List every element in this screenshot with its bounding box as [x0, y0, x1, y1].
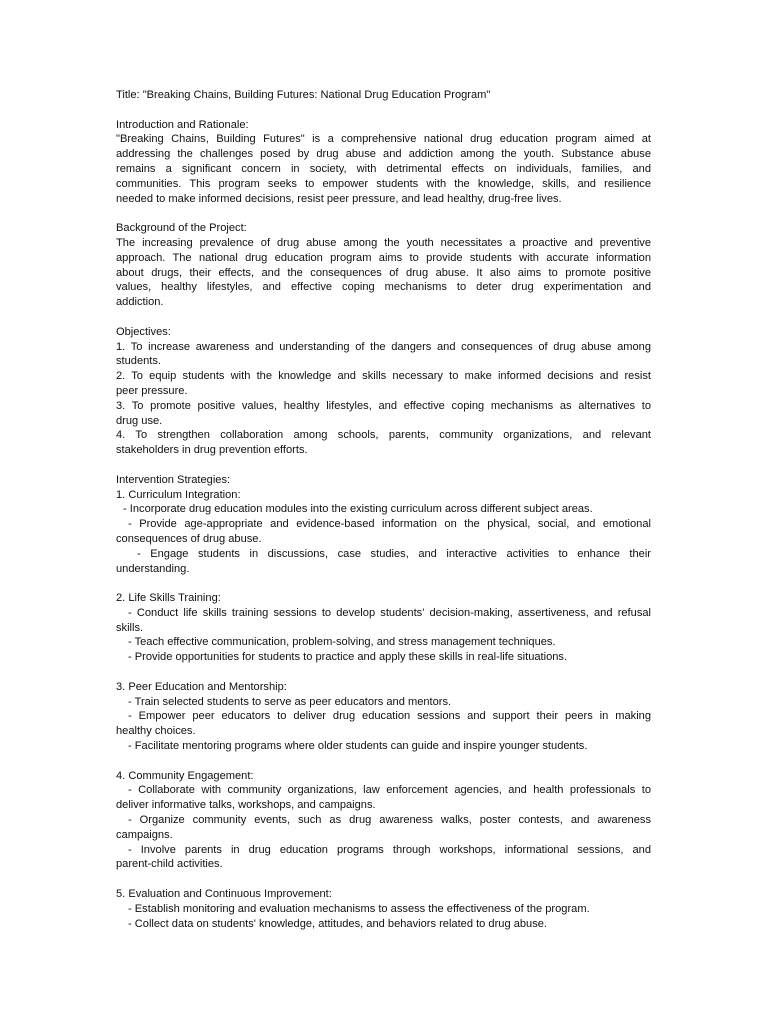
strategy-line: - Facilitate mentoring programs where older students can guide and inspire younger students.: [128, 740, 588, 753]
strategy-line: - Organize community events, such as drug awareness walks, poster contests, and awareness: [128, 814, 651, 827]
strategy-line: skills.: [116, 621, 144, 634]
strategy-title: 2. Life Skills Training:: [116, 592, 221, 605]
strategy-title: 5. Evaluation and Continuous Improvement:: [116, 888, 332, 901]
objective-line: stakeholders in drug prevention efforts.: [116, 444, 308, 457]
background-line: approach. The national drug education program aims to provide students with accurate information: [116, 251, 651, 264]
objectives-section: [116, 325, 651, 458]
strategies-heading: Intervention Strategies:: [116, 473, 231, 486]
strategy-line: - Collaborate with community organizations, law enforcement agencies, and health professionals to: [128, 784, 651, 797]
strategy-line: parent-child activities.: [116, 858, 223, 871]
document-body: [116, 88, 651, 931]
strategy-line: deliver informative talks, workshops, and campaigns.: [116, 799, 376, 812]
strategy-line: - Conduct life skills training sessions to develop students' decision-making, assertiveness, and refusal: [128, 606, 651, 619]
background-line: The increasing prevalence of drug abuse among the youth necessitates a proactive and preventive: [116, 236, 651, 249]
strategy-line: - Provide age-appropriate and evidence-based information on the physical, social, and emotional: [128, 518, 651, 531]
strategy-line: consequences of drug abuse.: [116, 532, 262, 545]
intro-section: [116, 118, 651, 207]
background-line: about drugs, their effects, and the consequences of drug abuse. It also aims to promote positive: [116, 266, 651, 279]
objectives-heading: Objectives:: [116, 325, 171, 338]
strategy-line: - Teach effective communication, problem-solving, and stress management techniques.: [128, 636, 556, 649]
intro-line: addressing the challenges posed by drug abuse and addiction among the youth. Substance abuse: [116, 148, 651, 161]
intro-line: "Breaking Chains, Building Futures" is a comprehensive national drug education program aimed at: [116, 133, 651, 146]
background-line: addiction.: [116, 296, 164, 309]
strategy-line: - Train selected students to serve as peer educators and mentors.: [128, 695, 452, 708]
intro-line: communities. This program seeks to empower students with the knowledge, skills, and resilience: [116, 177, 651, 190]
strategy-line: healthy choices.: [116, 725, 196, 738]
intro-line: needed to make informed decisions, resist peer pressure, and lead healthy, drug-free lives.: [116, 192, 562, 205]
strategy-title: 4. Community Engagement:: [116, 769, 254, 782]
objective-line: peer pressure.: [116, 384, 188, 397]
objective-line: drug use.: [116, 414, 163, 427]
objective-line: 2. To equip students with the knowledge and skills necessary to make informed decisions and resist: [116, 370, 651, 383]
strategy-line: campaigns.: [116, 828, 173, 841]
document-title: Title: "Breaking Chains, Building Futures: National Drug Education Program": [116, 89, 491, 101]
strategy-line: - Provide opportunities for students to practice and apply these skills in real-life situations.: [128, 651, 568, 664]
background-heading: Background of the Project:: [116, 222, 247, 235]
strategy-title: 1. Curriculum Integration:: [116, 488, 241, 501]
strategy-line: - Empower peer educators to deliver drug education sessions and support their peers in making: [128, 710, 651, 723]
objective-line: 3. To promote positive values, healthy lifestyles, and effective coping mechanisms as alternatives to: [116, 399, 651, 412]
strategy-line: understanding.: [116, 562, 190, 575]
strategies-section: [116, 473, 651, 932]
background-section: [116, 221, 651, 310]
objective-line: 4. To strengthen collaboration among schools, parents, community organizations, and relevant: [116, 429, 651, 442]
strategy-line: - Collect data on students' knowledge, attitudes, and behaviors related to drug abuse.: [128, 917, 548, 930]
intro-line: remains a significant concern in society, with detrimental effects on individuals, families, and: [116, 162, 651, 175]
strategy-title: 3. Peer Education and Mentorship:: [116, 680, 287, 693]
strategy-line: - Establish monitoring and evaluation mechanisms to assess the effectiveness of the program.: [128, 902, 590, 915]
background-line: values, healthy lifestyles, and effective coping mechanisms to deter drug experimentation and: [116, 281, 651, 294]
intro-heading: Introduction and Rationale:: [116, 118, 249, 131]
strategy-line: - Incorporate drug education modules into the existing curriculum across different subject areas.: [123, 503, 593, 516]
strategy-line: - Involve parents in drug education programs through workshops, informational sessions, and: [128, 843, 651, 856]
strategy-line: - Engage students in discussions, case studies, and interactive activities to enhance their: [137, 547, 651, 560]
objective-line: 1. To increase awareness and understanding of the dangers and consequences of drug abuse among: [116, 340, 651, 353]
objective-line: students.: [116, 355, 162, 368]
